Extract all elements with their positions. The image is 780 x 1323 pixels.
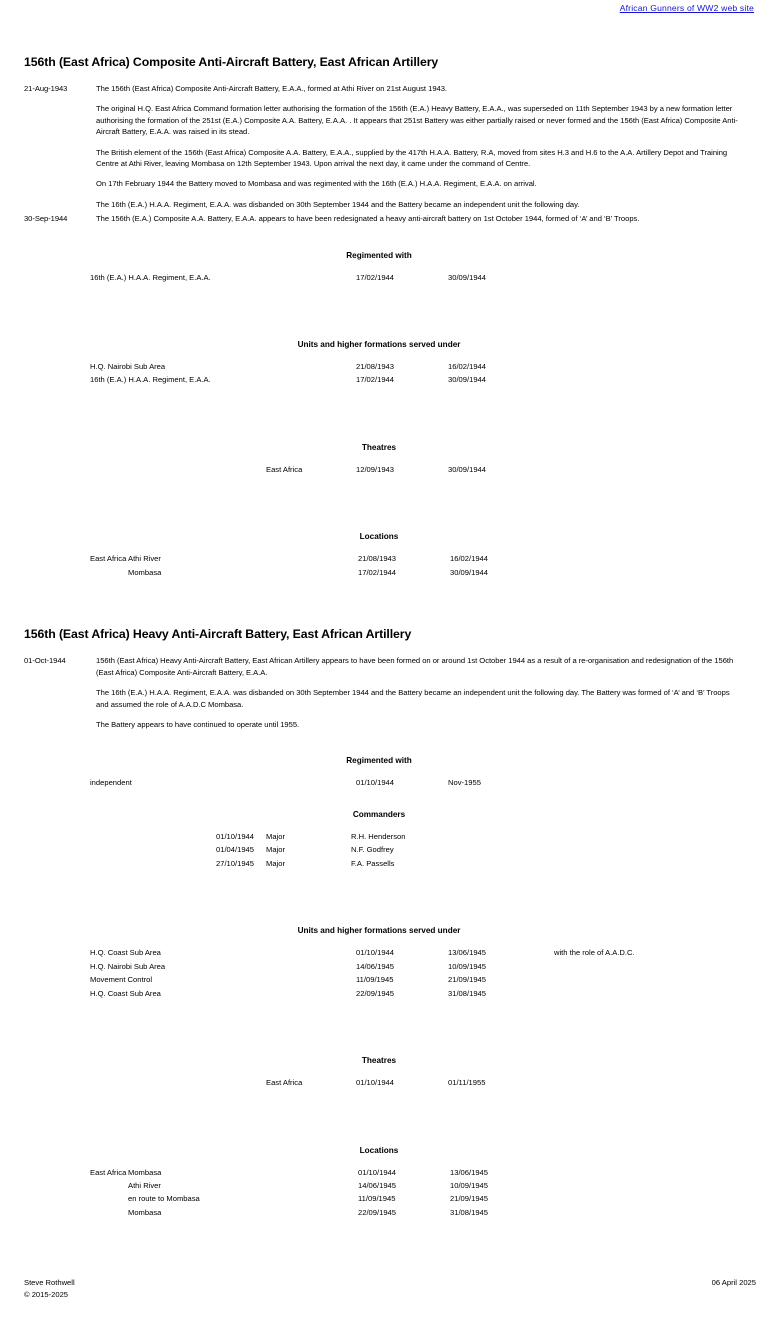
narrative-text bbox=[96, 83, 744, 210]
footer-date: 06 April 2025 bbox=[711, 1278, 756, 1288]
subtable-heading: Locations bbox=[359, 532, 399, 542]
narrative-paragraph: The 16th (E.A.) H.A.A. Regiment, E.A.A. was disbanded on 30th September 1944 and the Battery became an independent unit the following day. bbox=[96, 199, 580, 209]
footer-author: Steve Rothwell bbox=[24, 1278, 75, 1288]
from-date: 17/02/1944 bbox=[358, 567, 397, 577]
from-date: 17/02/1944 bbox=[356, 375, 395, 385]
section-1-locations bbox=[24, 532, 756, 581]
narrative-paragraph: The 16th (E.A.) H.A.A. Regiment, E.A.A. was disbanded on 30th September 1944 and the Battery became an independent unit the following day. The Battery was formed of ‘A’ and ‘B’ Troops and assumed the role of A.A.D.C Mombasa. bbox=[96, 688, 730, 709]
commander-date: 27/10/1945 bbox=[216, 858, 255, 868]
subtable-heading: Regimented with bbox=[346, 756, 412, 766]
to-date: 30/09/1944 bbox=[450, 567, 489, 577]
locations-table bbox=[24, 554, 756, 581]
table-row bbox=[24, 948, 756, 961]
narrative-date: 30-Sep-1944 bbox=[24, 214, 68, 224]
footer-bottom-row bbox=[24, 1289, 756, 1301]
section-1-narrative bbox=[24, 83, 756, 225]
unit-name: 16th (E.A.) H.A.A. Regiment, E.A.A. bbox=[90, 375, 211, 385]
section-1-regimented-with bbox=[24, 251, 756, 286]
from-date: 11/09/1945 bbox=[358, 1194, 396, 1204]
commander-rank: Major bbox=[266, 845, 285, 855]
spacer-cell bbox=[24, 778, 56, 791]
from-date: 01/10/1944 bbox=[356, 778, 395, 788]
table-row bbox=[24, 362, 756, 375]
footer-top-row bbox=[24, 1277, 756, 1289]
commander-rank: Major bbox=[266, 831, 285, 841]
spacer bbox=[24, 286, 756, 314]
african-gunners-site-link[interactable]: African Gunners of WW2 web site bbox=[619, 3, 754, 13]
spacer-cell bbox=[24, 375, 56, 388]
section-2-locations bbox=[24, 1146, 756, 1222]
spacer bbox=[24, 389, 756, 417]
location-place: Athi River bbox=[128, 554, 161, 564]
narrative-row bbox=[24, 655, 756, 730]
regimented-with-table bbox=[24, 273, 756, 286]
note-cell bbox=[540, 273, 756, 286]
spacer-cell bbox=[24, 989, 56, 1002]
to-date: 30/09/1944 bbox=[448, 464, 487, 474]
spacer bbox=[24, 1002, 756, 1030]
table-row bbox=[24, 962, 756, 975]
section-1-units-served-under bbox=[24, 340, 756, 389]
location-place: Mombasa bbox=[128, 1207, 162, 1217]
location-place: Mombasa bbox=[128, 1167, 162, 1177]
note-cell bbox=[542, 554, 756, 567]
table-row bbox=[24, 273, 756, 286]
narrative-text bbox=[96, 655, 744, 730]
from-date: 01/10/1944 bbox=[358, 1167, 397, 1177]
subtable-heading: Units and higher formations served under bbox=[297, 926, 461, 936]
spacer-cell bbox=[24, 832, 56, 845]
table-row bbox=[24, 989, 756, 1002]
spacer-cell bbox=[24, 948, 56, 961]
theatres-table bbox=[24, 1078, 756, 1091]
location-place: Mombasa bbox=[128, 567, 162, 577]
narrative-paragraph: The British element of the 156th (East Africa) Composite A.A. Battery, E.A.A., supplied by the 417th H.A.A. Battery, R.A, moved from sites H.3 and H.6 to the A.A. Artillery Depot and Training Centre at Athi River, leaving Mombasa on 12th September 1943. Upon arrival the next day, it came under the command of Centre. bbox=[96, 147, 728, 168]
narrative-paragraph: The Battery appears to have continued to operate until 1955. bbox=[96, 719, 300, 729]
note-cell bbox=[540, 962, 756, 975]
spacer-cell bbox=[24, 859, 56, 872]
to-date: 01/11/1955 bbox=[448, 1078, 486, 1088]
to-date: 10/09/1945 bbox=[448, 961, 487, 971]
note-cell bbox=[540, 375, 756, 388]
subtable-heading: Regimented with bbox=[346, 250, 412, 260]
narrative-row bbox=[24, 83, 756, 210]
from-date: 12/09/1943 bbox=[356, 464, 395, 474]
subtable-heading: Commanders bbox=[352, 809, 406, 819]
to-date: 10/09/1945 bbox=[450, 1180, 489, 1190]
from-date: 22/09/1945 bbox=[358, 1207, 397, 1217]
from-date: 11/09/1945 bbox=[356, 975, 394, 985]
subtable-heading: Units and higher formations served under bbox=[297, 339, 461, 349]
section-2-title: 156th (East Africa) Heavy Anti-Aircraft Battery, East African Artillery bbox=[24, 627, 412, 642]
table-row bbox=[24, 1181, 756, 1194]
subtable-heading: Locations bbox=[359, 1145, 399, 1155]
note-cell bbox=[542, 1181, 756, 1194]
footer-copyright: © 2015-2025 bbox=[24, 1290, 69, 1300]
location-theatre: East Africa bbox=[90, 554, 127, 564]
table-row bbox=[24, 845, 756, 858]
to-date: 31/08/1945 bbox=[448, 988, 487, 998]
note-cell bbox=[540, 465, 756, 478]
to-date: 21/09/1945 bbox=[448, 975, 487, 985]
table-row bbox=[24, 375, 756, 388]
commander-name: R.H. Henderson bbox=[351, 831, 406, 841]
theatre-name: East Africa bbox=[266, 1078, 303, 1088]
table-row bbox=[24, 975, 756, 988]
units-served-under-table bbox=[24, 362, 756, 389]
unit-name: Movement Control bbox=[90, 975, 153, 985]
from-date: 01/10/1944 bbox=[356, 1078, 395, 1088]
spacer bbox=[24, 872, 756, 900]
to-date: 30/09/1944 bbox=[448, 375, 487, 385]
unit-name: H.Q. Nairobi Sub Area bbox=[90, 361, 166, 371]
to-date: 31/08/1945 bbox=[450, 1207, 489, 1217]
subtable-heading: Theatres bbox=[361, 442, 397, 452]
spacer-cell bbox=[24, 1078, 56, 1091]
theatre-name: East Africa bbox=[266, 464, 303, 474]
regimented-with-table bbox=[24, 778, 756, 791]
page-footer bbox=[24, 1277, 756, 1301]
section-2-regimented-with bbox=[24, 756, 756, 791]
subtable-heading: Theatres bbox=[361, 1056, 397, 1066]
from-date: 21/08/1943 bbox=[356, 361, 395, 371]
commander-date: 01/10/1944 bbox=[216, 831, 255, 841]
site-link-bar bbox=[24, 0, 756, 13]
spacer bbox=[24, 581, 756, 627]
commanders-table bbox=[24, 832, 756, 872]
unit-name: independent bbox=[90, 778, 132, 788]
note-cell bbox=[542, 1194, 756, 1207]
spacer bbox=[24, 1092, 756, 1120]
note-cell: with the role of A.A.D.C. bbox=[554, 948, 635, 958]
commander-rank: Major bbox=[266, 858, 285, 868]
table-row bbox=[24, 1194, 756, 1207]
section-1-theatres bbox=[24, 443, 756, 478]
spacer bbox=[24, 478, 756, 506]
to-date: Nov-1955 bbox=[448, 778, 481, 788]
narrative-paragraph: The original H.Q. East Africa Command formation letter authorising the formation of the 156th (E.A.) Heavy Battery, E.A.A., was superseded on 11th September 1943 by a new formation letter authorising the formation of the 251st (E.A.) Composite A.A. Battery, E.A.A. . It appears that 251st Battery was either partially raised or never formed and the 156th (East Africa) Composite Anti-Aircraft Battery, E.A.A. was raised in its stead. bbox=[96, 104, 738, 137]
unit-name: H.Q. Coast Sub Area bbox=[90, 988, 161, 998]
spacer-cell bbox=[24, 362, 56, 375]
section-1-title: 156th (East Africa) Composite Anti-Aircraft Battery, East African Artillery bbox=[24, 55, 439, 69]
spacer-cell bbox=[24, 1168, 56, 1181]
narrative-paragraph: 156th (East Africa) Heavy Anti-Aircraft Battery, East African Artillery appears to have been formed on or around 1st October 1944 as a result of a re-organisation and redesignation of the 156th (East Africa) Composite Anti-Aircraft Battery, E.A.A. bbox=[96, 656, 734, 677]
from-date: 17/02/1944 bbox=[356, 272, 395, 282]
note-cell bbox=[542, 568, 756, 581]
narrative-date: 21-Aug-1943 bbox=[24, 84, 68, 93]
spacer-cell bbox=[24, 1208, 56, 1221]
table-row bbox=[24, 1168, 756, 1181]
table-row bbox=[24, 568, 756, 581]
spacer-cell bbox=[24, 568, 56, 581]
to-date: 13/06/1945 bbox=[448, 948, 487, 958]
location-theatre-blank bbox=[56, 568, 128, 581]
commander-date: 01/04/1945 bbox=[216, 845, 255, 855]
note-cell bbox=[540, 989, 756, 1002]
spacer-cell bbox=[24, 1181, 56, 1194]
to-date: 16/02/1944 bbox=[450, 554, 489, 564]
location-theatre: East Africa bbox=[90, 1167, 127, 1177]
to-date: 16/02/1944 bbox=[448, 361, 487, 371]
spacer-cell bbox=[24, 962, 56, 975]
section-2-commanders bbox=[24, 810, 756, 872]
section-2-narrative bbox=[24, 655, 756, 730]
spacer-cell bbox=[24, 845, 56, 858]
spacer-cell bbox=[24, 273, 56, 286]
location-place: en route to Mombasa bbox=[128, 1194, 200, 1204]
commander-name: F.A. Passells bbox=[351, 858, 395, 868]
narrative-date: 01-Oct-1944 bbox=[24, 656, 66, 666]
narrative-row bbox=[24, 213, 756, 224]
note-cell bbox=[540, 362, 756, 375]
spacer-cell bbox=[24, 554, 56, 567]
to-date: 21/09/1945 bbox=[450, 1194, 489, 1204]
location-theatre-blank bbox=[56, 1194, 128, 1207]
location-place: Athi River bbox=[128, 1180, 161, 1190]
table-row bbox=[24, 1208, 756, 1221]
locations-table bbox=[24, 1168, 756, 1222]
location-theatre-blank bbox=[56, 1208, 128, 1221]
from-date: 14/06/1945 bbox=[356, 961, 395, 971]
commander-name: N.F. Godfrey bbox=[351, 845, 394, 855]
table-row bbox=[24, 465, 756, 478]
theatres-table bbox=[24, 465, 756, 478]
note-cell bbox=[540, 1078, 756, 1091]
from-date: 14/06/1945 bbox=[358, 1180, 397, 1190]
to-date: 30/09/1944 bbox=[448, 272, 487, 282]
narrative-paragraph: The 156th (E.A.) Composite A.A. Battery, E.A.A. appears to have been redesignated a heavy anti-aircraft battery on 1st October 1944, formed of ‘A’ and ‘B’ Troops. bbox=[96, 214, 640, 224]
spacer-cell bbox=[24, 465, 56, 478]
from-date: 01/10/1944 bbox=[356, 948, 395, 958]
note-cell bbox=[540, 778, 756, 791]
to-date: 13/06/1945 bbox=[450, 1167, 489, 1177]
location-theatre-blank bbox=[56, 1181, 128, 1194]
note-cell bbox=[540, 975, 756, 988]
table-row bbox=[24, 832, 756, 845]
table-row bbox=[24, 859, 756, 872]
units-served-under-table bbox=[24, 948, 756, 1002]
note-cell bbox=[542, 1168, 756, 1181]
table-row bbox=[24, 778, 756, 791]
note-cell bbox=[542, 1208, 756, 1221]
spacer-cell bbox=[24, 975, 56, 988]
from-date: 22/09/1945 bbox=[356, 988, 395, 998]
section-2-theatres bbox=[24, 1056, 756, 1091]
from-date: 21/08/1943 bbox=[358, 554, 397, 564]
table-row bbox=[24, 554, 756, 567]
narrative-text bbox=[96, 213, 744, 224]
table-row bbox=[24, 1078, 756, 1091]
spacer-cell bbox=[24, 1194, 56, 1207]
narrative-paragraph: On 17th February 1944 the Battery moved to Mombasa and was regimented with the 16th (E.A.) H.A.A. Regiment, E.A.A. on arrival. bbox=[96, 179, 537, 189]
section-2-units-served-under bbox=[24, 926, 756, 1002]
narrative-paragraph: The 156th (East Africa) Composite Anti-Aircraft Battery, E.A.A., formed at Athi River on 21st August 1943. bbox=[96, 84, 448, 93]
unit-name: H.Q. Nairobi Sub Area bbox=[90, 961, 166, 971]
unit-name: 16th (E.A.) H.A.A. Regiment, E.A.A. bbox=[90, 272, 211, 282]
unit-name: H.Q. Coast Sub Area bbox=[90, 948, 161, 958]
